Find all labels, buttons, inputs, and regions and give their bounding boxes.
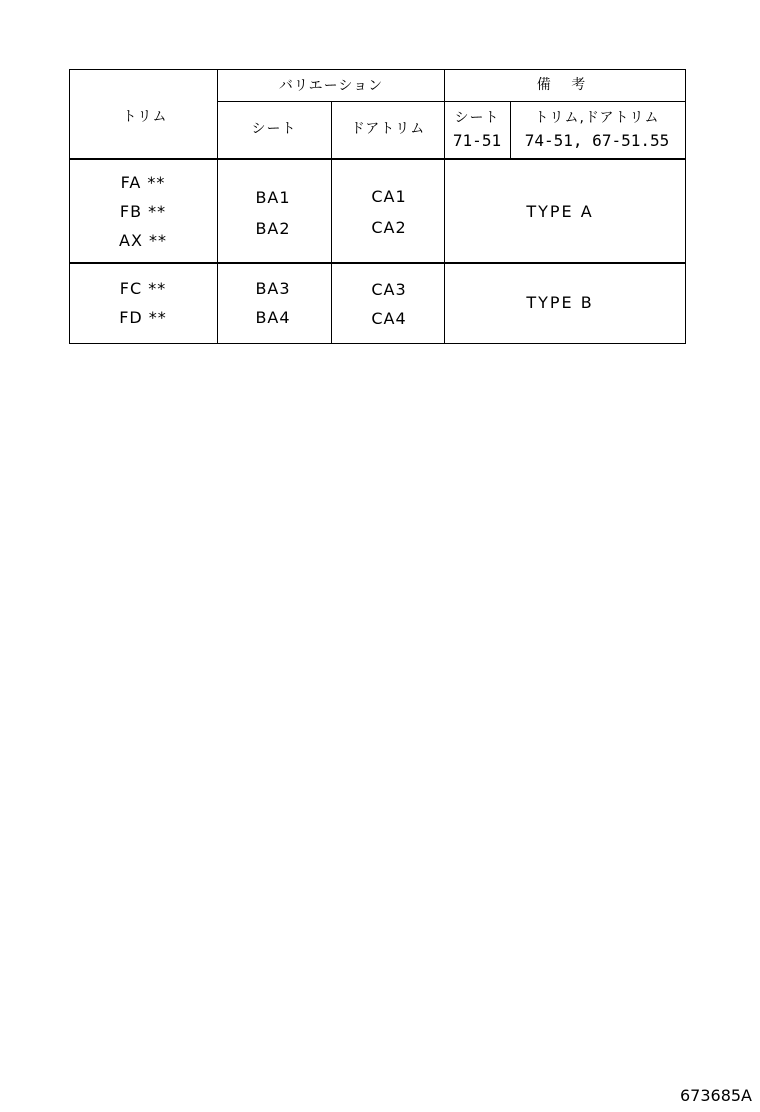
table-border-right bbox=[685, 69, 686, 344]
remarks-trim-codes: 74-51, 67-51.55 bbox=[524, 131, 670, 150]
table-border-left bbox=[69, 69, 70, 344]
trim-code: FC ** bbox=[119, 279, 167, 298]
remarks-seat-code: 71-51 bbox=[452, 131, 502, 150]
table-border-top bbox=[69, 69, 686, 70]
variation-remarks-divider bbox=[444, 69, 445, 344]
header-divider-mid bbox=[217, 101, 686, 102]
door-trim-header: ドアトリム bbox=[350, 121, 426, 137]
seat-header: シート bbox=[251, 121, 297, 137]
seat-code: BA2 bbox=[255, 219, 291, 238]
remark-type: TYPE B bbox=[526, 293, 594, 312]
seat-column-divider bbox=[331, 101, 332, 344]
trim-column-divider bbox=[217, 69, 218, 344]
remarks-seat-label: シート bbox=[454, 110, 500, 126]
drawing-code: 673685A bbox=[679, 1086, 752, 1105]
remarks-header: 備 考 bbox=[536, 77, 594, 93]
trim-variation-table bbox=[69, 69, 686, 344]
group-divider-line bbox=[69, 262, 686, 264]
table-border-bottom bbox=[69, 343, 686, 344]
seat-code: BA3 bbox=[255, 279, 291, 298]
door-trim-code: CA1 bbox=[371, 187, 407, 206]
door-trim-code: CA3 bbox=[371, 280, 407, 299]
seat-code: BA1 bbox=[255, 188, 291, 207]
trim-code: FB ** bbox=[119, 202, 167, 221]
door-trim-code: CA2 bbox=[371, 218, 407, 237]
trim-code: FD ** bbox=[119, 308, 167, 327]
remark-type: TYPE A bbox=[526, 202, 594, 221]
remarks-subcolumn-divider bbox=[510, 101, 511, 159]
seat-code: BA4 bbox=[255, 308, 291, 327]
remarks-trim-label: トリム,ドアトリム bbox=[534, 110, 660, 126]
trim-code: FA ** bbox=[120, 173, 166, 192]
header-bottom-line bbox=[69, 158, 686, 160]
trim-header: トリム bbox=[122, 109, 168, 125]
trim-code: AX ** bbox=[119, 231, 167, 250]
variation-header: バリエーション bbox=[278, 78, 384, 94]
door-trim-code: CA4 bbox=[371, 309, 407, 328]
